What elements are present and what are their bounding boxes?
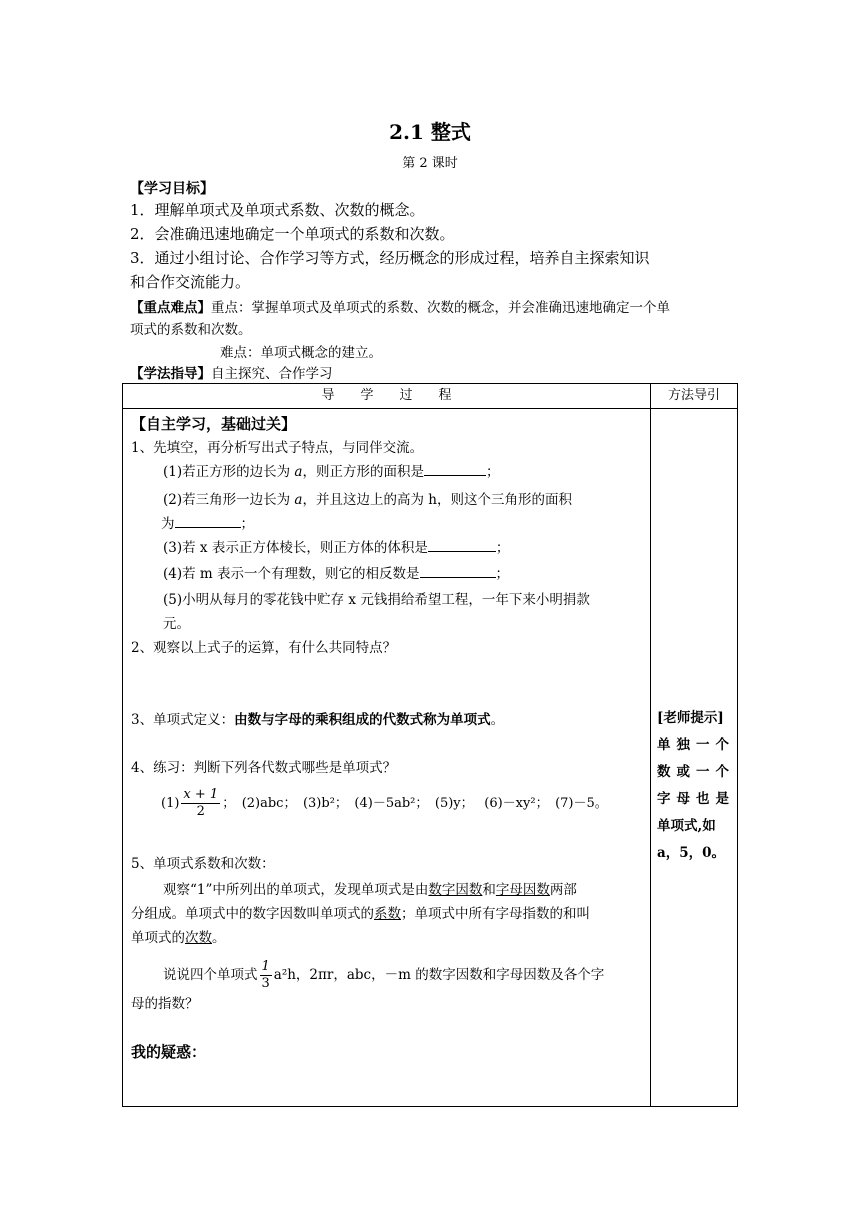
section-title: 【自主学习，基础过关】	[131, 415, 297, 433]
question-1-4: (4)若 m 表示一个有理数，则它的相反数是 ；	[163, 563, 642, 585]
question-1-2: (2)若三角形一边长为 a，并且这边上的高为 h，则这个三角形的面积	[163, 492, 572, 508]
doubt-label: 我的疑惑：	[131, 1043, 207, 1061]
process-cell	[123, 409, 651, 1107]
question-4: 4、练习：判断下列各代数式哪些是单项式？	[131, 760, 397, 776]
key-points-label: 【重点难点】	[130, 300, 211, 316]
question-1: 1、先填空，再分析写出式子特点，与同伴交流。	[131, 440, 424, 456]
question-4-items: (1) $\frac{x + 1}{2}$ ； (2)abc； (3)b²； (4)－5ab²； (5)y； (6)－xy²； (7)－5。	[161, 787, 608, 819]
goal-2: 2．会准确迅速地确定一个单项式的系数和次数。	[130, 225, 455, 243]
lesson-subtitle: 第 2 课时	[402, 156, 458, 171]
question-5-prompt-cont: 母的指数？	[131, 996, 199, 1012]
answer-blank[interactable]	[420, 563, 496, 578]
goal-3-line-1: 3．通过小组讨论、合作学习等方式，经历概念的形成过程，培养自主探索知识	[130, 249, 650, 267]
key-points-text: 重点：掌握单项式及单项式的系数、次数的概念，并会准确迅速地确定一个单	[211, 300, 670, 316]
question-5-para-2: 分组成。单项式中的数字因数叫单项式的系数；单项式中所有字母指数的和叫	[131, 906, 590, 922]
goals-header: 【学习目标】	[130, 181, 214, 197]
fraction: $\frac{1}{3}$	[261, 959, 270, 991]
difficulty-text: 难点：单项式概念的建立。	[220, 345, 382, 361]
method-label: 【学法指导】	[130, 366, 211, 382]
goal-3-line-2: 和合作交流能力。	[130, 273, 251, 291]
col-header-method: 方法导引	[651, 384, 738, 409]
fraction: $\frac{x + 1}{2}$	[183, 787, 219, 819]
question-5-para-3: 单项式的次数。	[131, 930, 226, 946]
question-2: 2、观察以上式子的运算，有什么共同特点？	[131, 640, 397, 656]
question-3: 3、单项式定义：由数与字母的乘积组成的代数式称为单项式。	[131, 712, 505, 728]
key-points-line-1	[130, 297, 670, 319]
question-5-para-1: 观察“1”中所列出的单项式，发现单项式是由数字因数和字母因数两部	[163, 882, 577, 898]
question-5: 5、单项式系数和次数：	[131, 856, 275, 872]
study-table	[122, 383, 738, 1107]
question-1-3: (3)若 x 表示正方体棱长，则正方体的体积是 ；	[163, 537, 642, 559]
answer-blank[interactable]	[175, 513, 241, 528]
question-1-1: (1)若正方形的边长为 a，则正方形的面积是 ；	[163, 461, 642, 483]
question-1-5: (5)小明从每月的零花钱中贮存 x 元钱捐给希望工程，一年下来小明捐款	[163, 592, 590, 608]
goal-1: 1．理解单项式及单项式系数、次数的概念。	[130, 201, 425, 219]
question-1-5-cont: 元。	[163, 616, 190, 632]
answer-blank[interactable]	[424, 461, 486, 476]
question-5-prompt: 说说四个单项式 $\frac{1}{3}$ a²h，2πr，abc，－m 的数字因数和字母因数及各个字	[163, 959, 605, 991]
method-line	[130, 363, 333, 385]
method-cell	[651, 409, 738, 1107]
question-1-2-cont: 为 ；	[161, 513, 642, 535]
monomial-definition: 由数与字母的乘积组成的代数式称为单项式	[234, 712, 491, 728]
answer-blank[interactable]	[428, 537, 496, 552]
teacher-tip: [老师提示] 单独一个 数或一个 字母也是 单项式,如 a，5，0。	[657, 710, 735, 861]
col-header-process: 导 学 过 程	[123, 384, 651, 409]
key-points-line-2: 项式的系数和次数。	[130, 322, 252, 338]
method-text: 自主探究、合作学习	[211, 366, 333, 382]
page-title: 2.1 整式	[389, 120, 471, 144]
